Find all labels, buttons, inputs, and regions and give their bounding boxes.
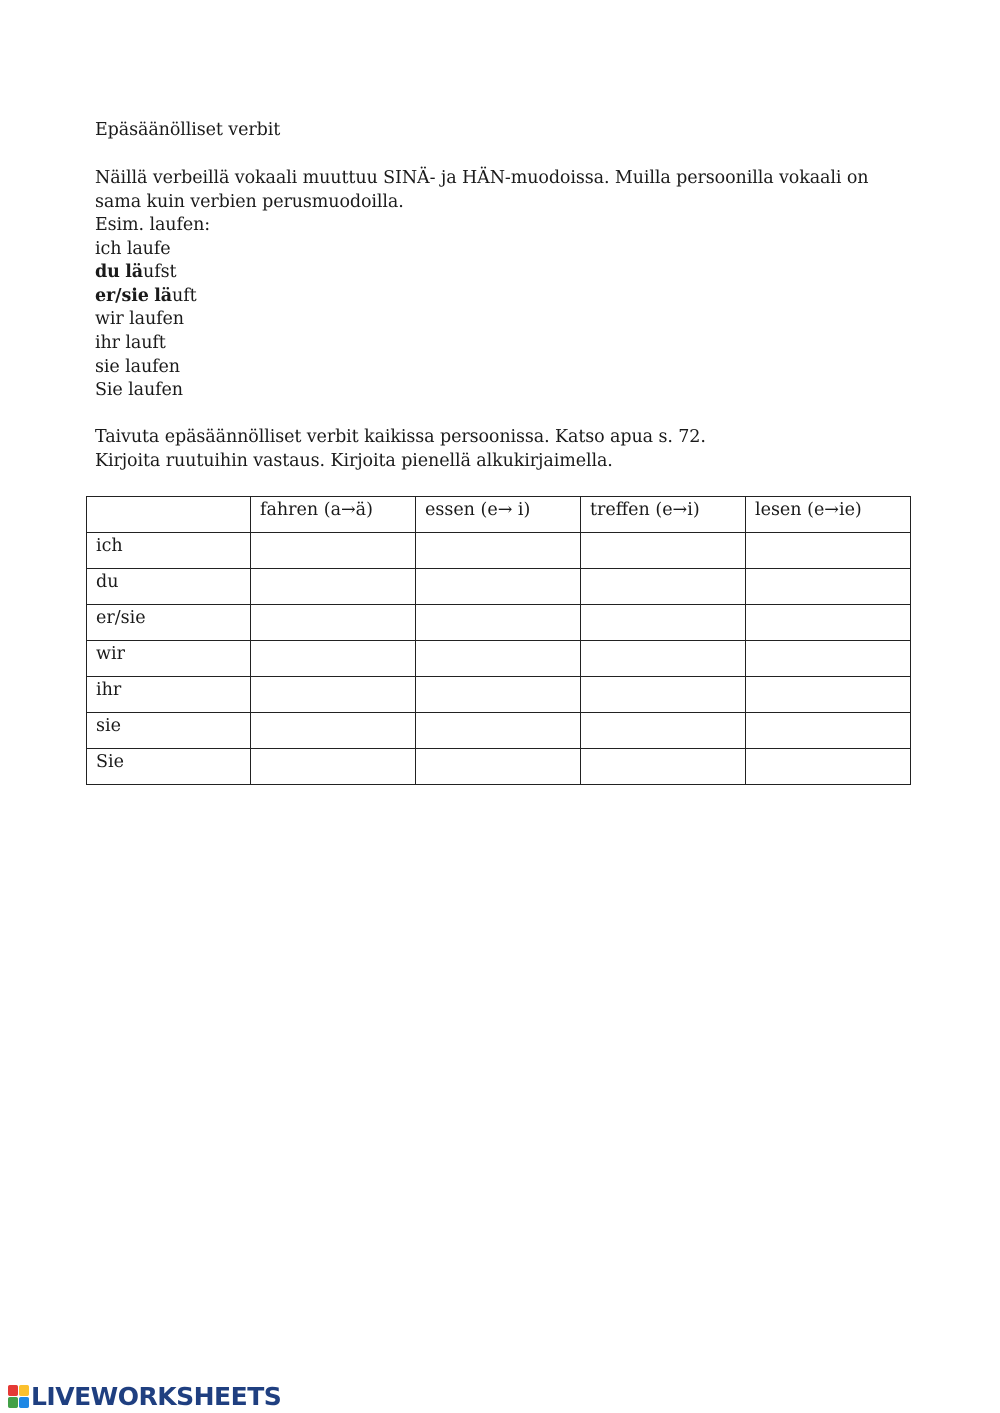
answer-input[interactable] <box>425 677 581 709</box>
answer-input[interactable] <box>590 605 746 637</box>
conjugation-line: Sie laufen <box>95 380 183 401</box>
table-header-cell: lesen (e→ie) <box>746 497 911 533</box>
answer-cell[interactable] <box>746 749 911 785</box>
answer-cell[interactable] <box>581 677 746 713</box>
answer-cell[interactable] <box>746 533 911 569</box>
logo-blocks-icon <box>8 1385 29 1408</box>
row-pronoun: Sie <box>87 749 251 785</box>
answer-cell[interactable] <box>416 641 581 677</box>
conjugation-line: du läufst <box>95 262 177 283</box>
answer-input[interactable] <box>260 641 416 673</box>
task-line: Taivuta epäsäännölliset verbit kaikissa persoonissa. Katso apua s. 72. <box>95 427 706 447</box>
answer-cell[interactable] <box>581 641 746 677</box>
answer-cell[interactable] <box>251 749 416 785</box>
logo-block <box>19 1397 29 1408</box>
conjugation-line: wir laufen <box>95 309 184 330</box>
answer-cell[interactable] <box>251 641 416 677</box>
example-block <box>95 214 210 403</box>
answer-input[interactable] <box>755 569 911 601</box>
answer-cell[interactable] <box>581 605 746 641</box>
answer-cell[interactable] <box>746 641 911 677</box>
answer-input[interactable] <box>260 713 416 745</box>
answer-cell[interactable] <box>416 605 581 641</box>
answer-input[interactable] <box>755 641 911 673</box>
answer-input[interactable] <box>425 749 581 781</box>
answer-input[interactable] <box>425 605 581 637</box>
example-heading: Esim. laufen: <box>95 215 211 235</box>
answer-input[interactable] <box>260 677 416 709</box>
answer-cell[interactable] <box>581 713 746 749</box>
liveworksheets-logo[interactable] <box>8 1381 281 1411</box>
answer-input[interactable] <box>590 641 746 673</box>
conjugation-line: ich laufe <box>95 238 171 259</box>
table-row <box>87 677 911 713</box>
table-row <box>87 569 911 605</box>
answer-input[interactable] <box>260 605 416 637</box>
answer-cell[interactable] <box>251 677 416 713</box>
task-line: Kirjoita ruutuihin vastaus. Kirjoita pienellä alkukirjaimella. <box>95 450 613 471</box>
answer-input[interactable] <box>260 533 416 565</box>
conjugation-line: ihr lauft <box>95 332 166 353</box>
answer-input[interactable] <box>755 677 911 709</box>
logo-block <box>8 1385 18 1396</box>
answer-input[interactable] <box>590 749 746 781</box>
task-instructions <box>95 426 706 473</box>
answer-input[interactable] <box>755 533 911 565</box>
table-header-cell: essen (e→ i) <box>416 497 581 533</box>
answer-input[interactable] <box>590 677 746 709</box>
table-row <box>87 605 911 641</box>
answer-input[interactable] <box>755 749 911 781</box>
conjugation-line: er/sie läuft <box>95 285 197 306</box>
answer-cell[interactable] <box>416 533 581 569</box>
row-pronoun: ihr <box>87 677 251 713</box>
row-pronoun: er/sie <box>87 605 251 641</box>
row-pronoun: wir <box>87 641 251 677</box>
answer-input[interactable] <box>590 569 746 601</box>
answer-cell[interactable] <box>251 533 416 569</box>
answer-cell[interactable] <box>746 713 911 749</box>
answer-cell[interactable] <box>746 569 911 605</box>
table-header-row <box>87 497 911 533</box>
answer-input[interactable] <box>755 713 911 745</box>
answer-cell[interactable] <box>416 677 581 713</box>
row-pronoun: ich <box>87 533 251 569</box>
logo-block <box>8 1397 18 1408</box>
answer-cell[interactable] <box>746 677 911 713</box>
answer-cell[interactable] <box>251 605 416 641</box>
table-row <box>87 533 911 569</box>
table-header-cell: treffen (e→i) <box>581 497 746 533</box>
answer-cell[interactable] <box>581 749 746 785</box>
intro-paragraph: Näillä verbeillä vokaali muuttuu SINÄ- ja HÄN-muodoissa. Muilla persoonilla vokaali on sama kuin verbien perusmuodoilla. <box>95 168 869 212</box>
answer-cell[interactable] <box>416 569 581 605</box>
table-row <box>87 713 911 749</box>
row-pronoun: sie <box>87 713 251 749</box>
answer-input[interactable] <box>425 713 581 745</box>
answer-input[interactable] <box>425 569 581 601</box>
answer-cell[interactable] <box>581 569 746 605</box>
table-row <box>87 641 911 677</box>
answer-input[interactable] <box>260 749 416 781</box>
table-header-cell: fahren (a→ä) <box>251 497 416 533</box>
worksheet-title: Epäsäänölliset verbit <box>95 120 281 140</box>
answer-cell[interactable] <box>416 749 581 785</box>
answer-cell[interactable] <box>251 713 416 749</box>
logo-text: LIVEWORKSHEETS <box>31 1381 282 1411</box>
answer-input[interactable] <box>260 569 416 601</box>
answer-input[interactable] <box>425 533 581 565</box>
answer-input[interactable] <box>590 533 746 565</box>
row-pronoun: du <box>87 569 251 605</box>
table-row <box>87 749 911 785</box>
answer-input[interactable] <box>755 605 911 637</box>
conjugation-line: sie laufen <box>95 356 180 377</box>
answer-cell[interactable] <box>251 569 416 605</box>
answer-cell[interactable] <box>416 713 581 749</box>
conjugation-table <box>86 496 911 785</box>
answer-cell[interactable] <box>746 605 911 641</box>
answer-input[interactable] <box>590 713 746 745</box>
answer-input[interactable] <box>425 641 581 673</box>
table-header-cell <box>87 497 251 533</box>
answer-cell[interactable] <box>581 533 746 569</box>
logo-block <box>19 1385 29 1396</box>
